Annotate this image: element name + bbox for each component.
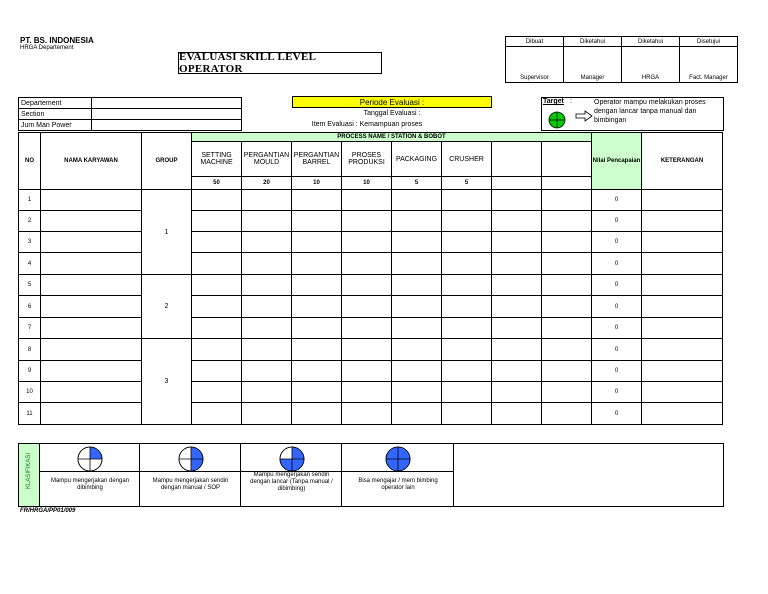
score-cell[interactable]	[342, 382, 392, 403]
score-cell[interactable]	[292, 253, 342, 275]
score-cell[interactable]	[342, 296, 392, 318]
row-no: 10	[19, 382, 41, 403]
row-no: 2	[19, 211, 41, 232]
col-keterangan-header: KETERANGAN	[642, 133, 723, 190]
table-row	[19, 403, 723, 425]
score-cell[interactable]	[392, 211, 442, 232]
process-name	[492, 142, 542, 177]
score-cell[interactable]	[342, 275, 392, 296]
keterangan-cell[interactable]	[642, 382, 723, 403]
score-cell[interactable]	[392, 190, 442, 211]
form-number: FR/HRGA/PP01/009	[20, 508, 76, 514]
table-row	[19, 275, 723, 296]
score-cell[interactable]	[292, 403, 342, 425]
score-cell[interactable]	[542, 339, 592, 361]
nilai-cell: 0	[592, 382, 642, 403]
group-cell: 1	[142, 190, 192, 275]
signature-table	[505, 36, 738, 83]
score-cell[interactable]	[492, 211, 542, 232]
score-cell[interactable]	[542, 403, 592, 425]
score-cell[interactable]	[242, 296, 292, 318]
score-cell[interactable]	[192, 296, 242, 318]
process-name: PERGANTIAN BARREL	[292, 142, 342, 177]
score-cell[interactable]	[392, 232, 442, 253]
score-cell[interactable]	[542, 382, 592, 403]
info-value[interactable]	[92, 98, 242, 109]
score-cell[interactable]	[492, 253, 542, 275]
legend-item	[40, 443, 140, 507]
legend-divider	[40, 471, 139, 472]
arrow-right-icon	[575, 110, 593, 122]
legend-item	[342, 443, 454, 507]
legend-divider	[342, 471, 453, 472]
score-cell[interactable]	[492, 339, 542, 361]
score-cell[interactable]	[242, 318, 292, 339]
info-value[interactable]	[92, 120, 242, 131]
row-no: 6	[19, 296, 41, 318]
score-cell[interactable]	[542, 253, 592, 275]
nilai-cell: 0	[592, 296, 642, 318]
info-label: Jum Man Power	[19, 120, 92, 131]
score-cell[interactable]	[392, 318, 442, 339]
keterangan-cell[interactable]	[642, 318, 723, 339]
table-row	[19, 382, 723, 403]
score-cell[interactable]	[442, 403, 492, 425]
nilai-cell: 0	[592, 339, 642, 361]
process-bobot: 50	[192, 177, 242, 190]
nama-cell[interactable]	[41, 275, 142, 296]
target-label: Target	[543, 98, 564, 105]
score-cell[interactable]	[192, 275, 242, 296]
keterangan-cell[interactable]	[642, 296, 723, 318]
row-no: 9	[19, 361, 41, 382]
score-cell[interactable]	[542, 232, 592, 253]
score-cell[interactable]	[442, 253, 492, 275]
nama-cell[interactable]	[41, 232, 142, 253]
score-cell[interactable]	[542, 211, 592, 232]
row-no: 1	[19, 190, 41, 211]
score-cell[interactable]	[342, 318, 392, 339]
score-cell[interactable]	[292, 361, 342, 382]
process-header: PROCESS NAME / STATION & BOBOT	[192, 133, 592, 142]
score-cell[interactable]	[542, 296, 592, 318]
score-cell[interactable]	[342, 403, 392, 425]
score-cell[interactable]	[292, 211, 342, 232]
score-cell[interactable]	[292, 318, 342, 339]
keterangan-cell[interactable]	[642, 339, 723, 361]
row-no: 7	[19, 318, 41, 339]
row-no: 3	[19, 232, 41, 253]
score-cell[interactable]	[192, 403, 242, 425]
process-name: SETTING MACHINE	[192, 142, 242, 177]
process-name: PROSES PRODUKSI	[342, 142, 392, 177]
nama-cell[interactable]	[41, 382, 142, 403]
col-no-header: NO	[19, 133, 41, 190]
table-row	[19, 253, 723, 275]
sig-role: Manager	[564, 47, 622, 83]
keterangan-cell[interactable]	[642, 211, 723, 232]
skill-level-icon	[384, 445, 412, 473]
group-cell: 3	[142, 339, 192, 425]
keterangan-cell[interactable]	[642, 190, 723, 211]
legend-divider	[140, 471, 240, 472]
score-cell[interactable]	[492, 275, 542, 296]
score-cell[interactable]	[192, 211, 242, 232]
row-no: 8	[19, 339, 41, 361]
legend-item	[241, 443, 342, 507]
tanggal-evaluasi: Tanggal Evaluasi :	[363, 110, 421, 117]
table-row	[19, 190, 723, 211]
col-nama-header: NAMA KARYAWAN	[41, 133, 142, 190]
score-cell[interactable]	[392, 403, 442, 425]
score-cell[interactable]	[192, 190, 242, 211]
table-row	[19, 296, 723, 318]
score-cell[interactable]	[442, 339, 492, 361]
periode-evaluasi: Periode Evaluasi :	[292, 96, 492, 108]
nama-cell[interactable]	[41, 296, 142, 318]
score-cell[interactable]	[442, 361, 492, 382]
nama-cell[interactable]	[41, 318, 142, 339]
keterangan-cell[interactable]	[642, 275, 723, 296]
group-cell: 2	[142, 275, 192, 339]
score-cell[interactable]	[342, 232, 392, 253]
score-cell[interactable]	[492, 361, 542, 382]
table-row	[19, 318, 723, 339]
table-row	[19, 361, 723, 382]
score-cell[interactable]	[192, 253, 242, 275]
score-cell[interactable]	[442, 275, 492, 296]
process-name	[542, 142, 592, 177]
target-skill-icon	[548, 111, 566, 129]
score-cell[interactable]	[442, 318, 492, 339]
score-cell[interactable]	[392, 275, 442, 296]
nilai-cell: 0	[592, 318, 642, 339]
nilai-cell: 0	[592, 403, 642, 425]
keterangan-cell[interactable]	[642, 403, 723, 425]
score-cell[interactable]	[392, 339, 442, 361]
sig-header: Dibuat	[506, 37, 564, 47]
score-cell[interactable]	[242, 382, 292, 403]
process-bobot: 10	[292, 177, 342, 190]
score-cell[interactable]	[292, 296, 342, 318]
legend-text: Mampu mengerjakan sendiri dengan manual / SOP	[152, 478, 229, 491]
col-group-header: GROUP	[142, 133, 192, 190]
nama-cell[interactable]	[41, 361, 142, 382]
nilai-cell: 0	[592, 361, 642, 382]
score-cell[interactable]	[492, 382, 542, 403]
klasifikasi-label: KLASIFIKASI	[26, 453, 32, 490]
score-cell[interactable]	[542, 190, 592, 211]
legend-text: Mampu mengerjakan sendiri dengan lancar (Tanpa manual / dibimbing)	[250, 472, 333, 492]
nilai-cell: 0	[592, 190, 642, 211]
score-cell[interactable]	[292, 190, 342, 211]
score-cell[interactable]	[342, 253, 392, 275]
info-table	[18, 97, 242, 131]
nama-cell[interactable]	[41, 403, 142, 425]
score-cell[interactable]	[242, 232, 292, 253]
legend-text: Bisa mengajar / mem bimbing operator lain	[358, 478, 438, 491]
score-cell[interactable]	[392, 382, 442, 403]
score-cell[interactable]	[192, 361, 242, 382]
process-name: CRUSHER	[442, 142, 492, 177]
row-no: 11	[19, 403, 41, 425]
score-cell[interactable]	[542, 275, 592, 296]
score-cell[interactable]	[392, 296, 442, 318]
score-cell[interactable]	[392, 361, 442, 382]
score-cell[interactable]	[192, 232, 242, 253]
score-cell[interactable]	[492, 296, 542, 318]
nama-cell[interactable]	[41, 190, 142, 211]
process-name: PACKAGING	[392, 142, 442, 177]
score-cell[interactable]	[192, 339, 242, 361]
nilai-cell: 0	[592, 275, 642, 296]
table-row	[19, 211, 723, 232]
skill-level-icon	[278, 445, 306, 473]
sig-role: Fact. Manager	[680, 47, 738, 83]
target-text: Operator mampu melakukan proses dengan lancar tanpa manual dan bimbingan	[594, 99, 706, 124]
score-cell[interactable]	[242, 361, 292, 382]
sig-role: HRGA	[622, 47, 680, 83]
sig-header: Disetujui	[680, 37, 738, 47]
process-bobot	[492, 177, 542, 190]
nilai-cell: 0	[592, 211, 642, 232]
table-row	[19, 232, 723, 253]
score-cell[interactable]	[492, 318, 542, 339]
process-bobot	[542, 177, 592, 190]
score-cell[interactable]	[442, 382, 492, 403]
score-cell[interactable]	[292, 275, 342, 296]
process-bobot: 5	[442, 177, 492, 190]
score-cell[interactable]	[242, 275, 292, 296]
score-cell[interactable]	[492, 190, 542, 211]
row-no: 5	[19, 275, 41, 296]
score-cell[interactable]	[292, 232, 342, 253]
evaluation-table	[18, 132, 723, 425]
item-evaluasi: Item Evaluasi : Kemampuan proses	[311, 121, 423, 128]
row-no: 4	[19, 253, 41, 275]
score-cell[interactable]	[342, 339, 392, 361]
score-cell[interactable]	[442, 296, 492, 318]
nama-cell[interactable]	[41, 339, 142, 361]
info-label: Departement	[19, 98, 92, 109]
score-cell[interactable]	[442, 211, 492, 232]
document-title: EVALUASI SKILL LEVEL OPERATOR	[178, 52, 382, 74]
score-cell[interactable]	[342, 361, 392, 382]
score-cell[interactable]	[542, 318, 592, 339]
score-cell[interactable]	[492, 403, 542, 425]
keterangan-cell[interactable]	[642, 361, 723, 382]
score-cell[interactable]	[242, 190, 292, 211]
process-name: PERGANTIAN MOULD	[242, 142, 292, 177]
skill-level-icon	[177, 445, 205, 473]
score-cell[interactable]	[392, 253, 442, 275]
score-cell[interactable]	[292, 339, 342, 361]
score-cell[interactable]	[442, 232, 492, 253]
score-cell[interactable]	[442, 190, 492, 211]
department-name: HRGA Departement	[20, 45, 74, 51]
score-cell[interactable]	[242, 211, 292, 232]
score-cell[interactable]	[192, 382, 242, 403]
score-cell[interactable]	[542, 361, 592, 382]
score-cell[interactable]	[342, 211, 392, 232]
company-name: PT. BS. INDONESIA	[20, 36, 94, 45]
col-nilai-header: Nilai Pencapaian	[592, 133, 642, 190]
legend-text: Mampu mengerjakan dengan dibimbing	[50, 478, 130, 491]
sig-header: Diketahui	[622, 37, 680, 47]
keterangan-cell[interactable]	[642, 253, 723, 275]
sig-header: Diketahui	[564, 37, 622, 47]
nama-cell[interactable]	[41, 253, 142, 275]
score-cell[interactable]	[342, 190, 392, 211]
score-cell[interactable]	[192, 318, 242, 339]
score-cell[interactable]	[242, 403, 292, 425]
target-colon: :	[570, 98, 572, 105]
nilai-cell: 0	[592, 232, 642, 253]
nama-cell[interactable]	[41, 211, 142, 232]
score-cell[interactable]	[242, 253, 292, 275]
process-bobot: 20	[242, 177, 292, 190]
process-bobot: 10	[342, 177, 392, 190]
process-bobot: 5	[392, 177, 442, 190]
sig-role: Supervisor	[506, 47, 564, 83]
info-label: Section	[19, 109, 92, 120]
score-cell[interactable]	[492, 232, 542, 253]
legend-item	[140, 443, 241, 507]
table-row	[19, 339, 723, 361]
info-value[interactable]	[92, 109, 242, 120]
score-cell[interactable]	[242, 339, 292, 361]
keterangan-cell[interactable]	[642, 232, 723, 253]
skill-level-icon	[76, 445, 104, 473]
nilai-cell: 0	[592, 253, 642, 275]
score-cell[interactable]	[292, 382, 342, 403]
